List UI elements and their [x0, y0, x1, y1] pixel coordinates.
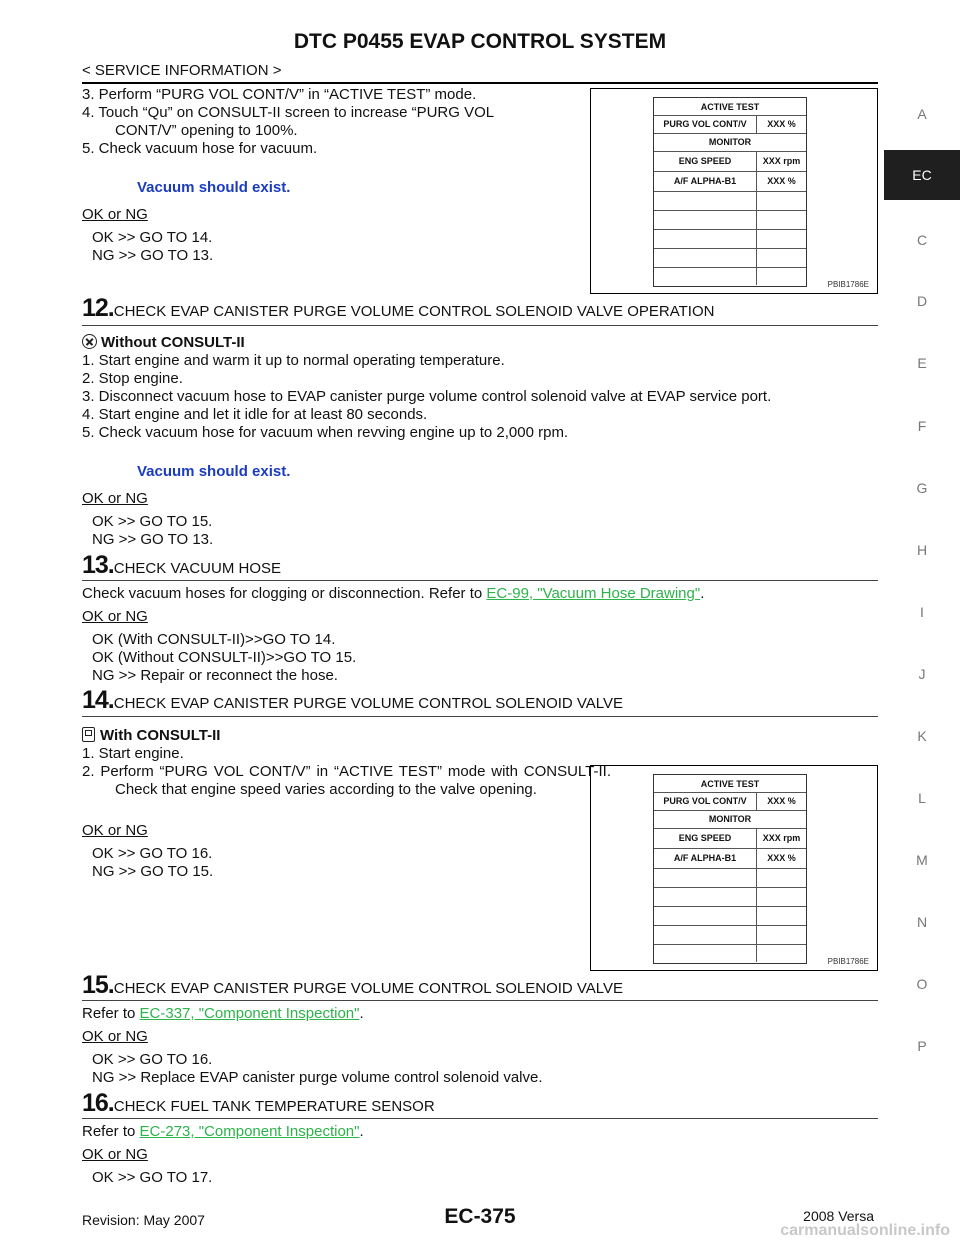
step-title: CHECK FUEL TANK TEMPERATURE SENSOR: [113, 1098, 435, 1115]
section-label: < SERVICE INFORMATION >: [82, 62, 282, 79]
result-line: NG >> Repair or reconnect the hose.: [92, 667, 338, 684]
result-line: NG >> GO TO 13.: [92, 531, 214, 548]
screen-cell: XXX rpm: [762, 156, 801, 166]
spec-text: Vacuum should exist.: [137, 463, 291, 480]
ok-or-ng-label: OK or NG: [82, 822, 148, 839]
instruction-line: 3. Disconnect vacuum hose to EVAP canister purge volume control solenoid valve at EVAP service port.: [82, 388, 772, 405]
sidebar-item-n[interactable]: N: [916, 914, 928, 930]
figure-id: PBIB1786E: [827, 280, 869, 289]
screen-cell: A/F ALPHA-B1: [654, 848, 757, 868]
step-15-heading: [82, 971, 623, 1000]
screen-cell: PURG VOL CONT/V: [654, 115, 757, 133]
step-rule: [82, 325, 878, 326]
result-line: OK >> GO TO 14.: [92, 229, 213, 246]
sidebar-item-d[interactable]: D: [916, 293, 928, 309]
step-title: CHECK EVAP CANISTER PURGE VOLUME CONTROL SOLENOID VALVE OPERATION: [113, 303, 715, 320]
step-number: 16.: [82, 1089, 114, 1117]
step-12-heading: [82, 294, 714, 323]
screen-cell: XXX rpm: [762, 833, 801, 843]
consult-screen-figure: [590, 765, 878, 971]
step-number: 15.: [82, 971, 114, 999]
spec-text: Vacuum should exist.: [137, 179, 291, 196]
mode-label: Without CONSULT-II: [82, 334, 245, 352]
instruction-line: 2. Perform “PURG VOL CONT/V” in “ACTIVE TEST” mode with CONSULT-II. Check that engine speed varies according to the valve opening.: [82, 763, 611, 798]
consult-screen: [653, 774, 807, 964]
instruction-line: 4. Start engine and let it idle for at least 80 seconds.: [82, 406, 428, 423]
screen-header: ACTIVE TEST: [700, 101, 760, 112]
result-line: OK >> GO TO 17.: [92, 1169, 213, 1186]
sidebar-item-j[interactable]: J: [918, 666, 926, 682]
reference-line: Refer to EC-273, "Component Inspection".: [82, 1123, 364, 1140]
sidebar-item-c[interactable]: C: [916, 232, 928, 248]
step-number: 14.: [82, 686, 114, 714]
page-title: DTC P0455 EVAP CONTROL SYSTEM: [293, 30, 667, 53]
screen-cell: XXX %: [767, 176, 796, 186]
watermark: carmanualsonline.info: [780, 1222, 950, 1239]
step-13-heading: [82, 551, 281, 580]
sidebar-item-f[interactable]: F: [917, 418, 927, 434]
result-line: NG >> Replace EVAP canister purge volume control solenoid valve.: [92, 1069, 543, 1086]
model-year: 2008 Versa: [803, 1208, 874, 1224]
ok-or-ng-label: OK or NG: [82, 1146, 148, 1163]
screen-header: MONITOR: [708, 137, 752, 147]
step-title: CHECK EVAP CANISTER PURGE VOLUME CONTROL SOLENOID VALVE: [113, 980, 624, 997]
reference-line: Check vacuum hoses for clogging or disconnection. Refer to EC-99, "Vacuum Hose Drawing".: [82, 585, 705, 602]
step-14-heading: [82, 686, 623, 715]
instruction-line: 1. Start engine and warm it up to normal operating temperature.: [82, 352, 505, 369]
reference-line: Refer to EC-337, "Component Inspection".: [82, 1005, 364, 1022]
vacuum-hose-drawing-link[interactable]: EC-99, "Vacuum Hose Drawing": [486, 585, 701, 602]
page-number: EC-375: [444, 1205, 516, 1228]
sidebar-item-ec[interactable]: EC: [884, 150, 960, 200]
result-line: OK >> GO TO 16.: [92, 845, 213, 862]
screen-cell: XXX %: [767, 853, 796, 863]
section-index-sidebar: [884, 0, 960, 1242]
sidebar-item-k[interactable]: K: [917, 728, 927, 744]
component-inspection-link[interactable]: EC-273, "Component Inspection": [139, 1123, 360, 1140]
screen-cell: XXX %: [767, 119, 796, 129]
result-line: NG >> GO TO 13.: [92, 247, 214, 264]
step-16-heading: [82, 1089, 435, 1118]
result-line: OK (Without CONSULT-II)>>GO TO 15.: [92, 649, 357, 666]
ok-or-ng-label: OK or NG: [82, 206, 148, 223]
instruction-line: 4. Touch “Qu” on CONSULT-II screen to increase “PURG VOL: [82, 104, 495, 121]
result-line: OK >> GO TO 15.: [92, 513, 213, 530]
sidebar-item-h[interactable]: H: [916, 542, 928, 558]
instruction-line: 5. Check vacuum hose for vacuum when revving engine up to 2,000 rpm.: [82, 424, 569, 441]
without-consult-icon: [82, 334, 97, 349]
sidebar-item-e[interactable]: E: [917, 355, 927, 371]
step-rule: [82, 716, 878, 717]
screen-cell: A/F ALPHA-B1: [654, 171, 757, 191]
sidebar-item-g[interactable]: G: [916, 480, 928, 496]
screen-cell: PURG VOL CONT/V: [654, 792, 757, 810]
ok-or-ng-label: OK or NG: [82, 490, 148, 507]
instruction-line: 3. Perform “PURG VOL CONT/V” in “ACTIVE TEST” mode.: [82, 86, 477, 103]
step-rule: [82, 580, 878, 581]
ok-or-ng-label: OK or NG: [82, 1028, 148, 1045]
header-rule: [82, 82, 878, 84]
figure-id: PBIB1786E: [827, 957, 869, 966]
mode-label: With CONSULT-II: [82, 727, 220, 745]
step-title: CHECK VACUUM HOSE: [113, 560, 282, 577]
sidebar-item-i[interactable]: I: [920, 604, 924, 620]
screen-header: ACTIVE TEST: [700, 778, 760, 789]
screen-cell: ENG SPEED: [654, 151, 757, 171]
screen-header: MONITOR: [708, 814, 752, 824]
component-inspection-link[interactable]: EC-337, "Component Inspection": [139, 1005, 360, 1022]
sidebar-item-p[interactable]: P: [917, 1038, 927, 1054]
instruction-line: 2. Stop engine.: [82, 370, 183, 387]
consult-screen-figure: [590, 88, 878, 294]
sidebar-item-a[interactable]: A: [917, 106, 927, 122]
instruction-line: 5. Check vacuum hose for vacuum.: [82, 140, 318, 157]
step-rule: [82, 1000, 878, 1001]
result-line: OK (With CONSULT-II)>>GO TO 14.: [92, 631, 336, 648]
result-line: NG >> GO TO 15.: [92, 863, 214, 880]
step-number: 12.: [82, 294, 114, 322]
ok-or-ng-label: OK or NG: [82, 608, 148, 625]
result-line: OK >> GO TO 16.: [92, 1051, 213, 1068]
sidebar-item-o[interactable]: O: [916, 976, 928, 992]
consult-screen: [653, 97, 807, 287]
instruction-line: CONT/V” opening to 100%.: [115, 122, 298, 139]
revision-date: Revision: May 2007: [82, 1212, 205, 1228]
step-title: CHECK EVAP CANISTER PURGE VOLUME CONTROL SOLENOID VALVE: [113, 695, 624, 712]
sidebar-item-l[interactable]: L: [918, 790, 926, 806]
consult-tool-icon: [82, 727, 95, 742]
instruction-line: 1. Start engine.: [82, 745, 184, 762]
step-number: 13.: [82, 551, 114, 579]
sidebar-item-m[interactable]: M: [916, 852, 928, 868]
screen-cell: ENG SPEED: [654, 828, 757, 848]
step-rule: [82, 1118, 878, 1119]
screen-cell: XXX %: [767, 796, 796, 806]
